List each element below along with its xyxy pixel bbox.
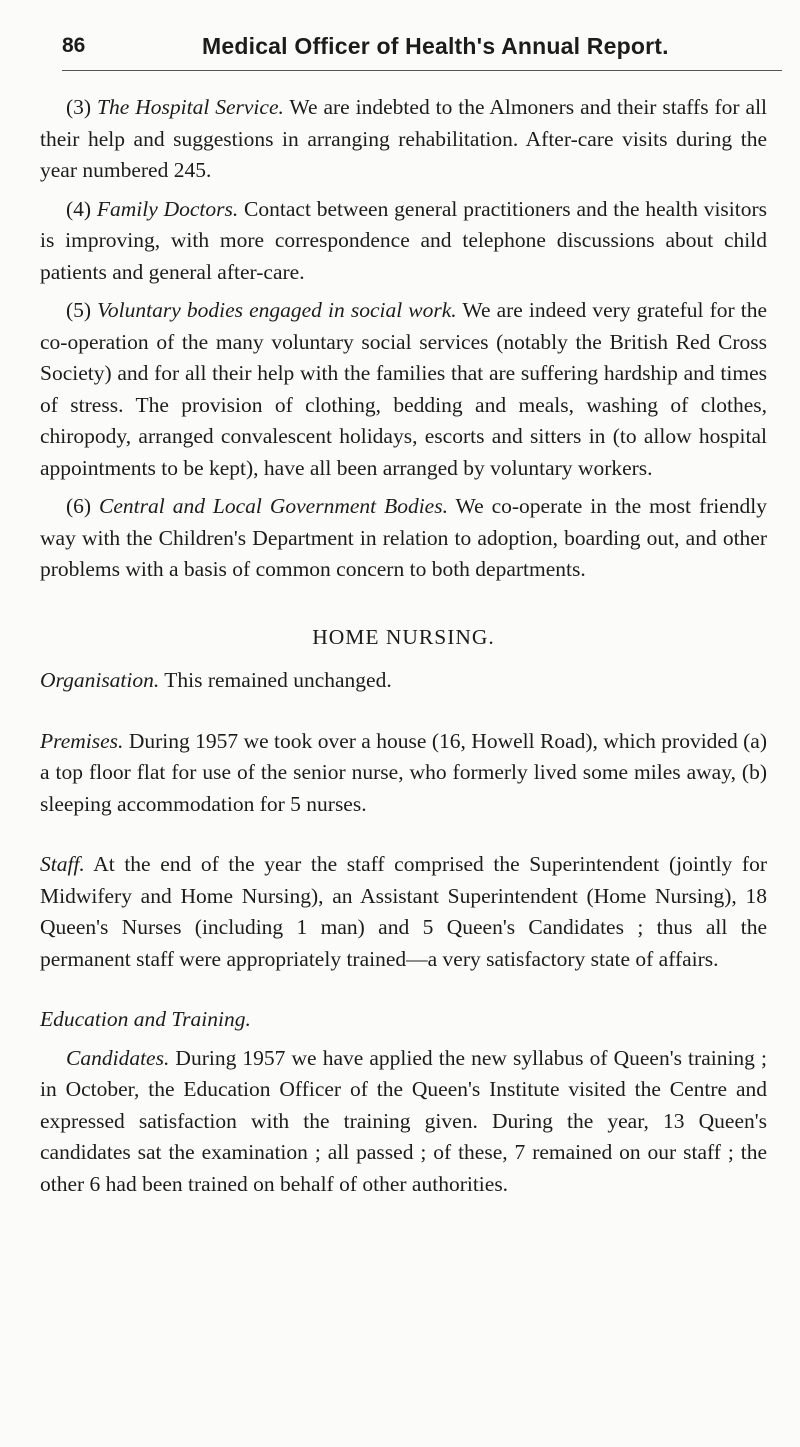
paragraph-organisation xyxy=(40,665,767,697)
item-text: We are indebted to the Almoners and their staffs for all their help and suggestions in arranging rehabilitation. After-care visits during the year numbered 245. xyxy=(40,95,768,182)
heading-education-training xyxy=(40,1004,767,1036)
subsection-title: Staff. xyxy=(40,852,85,876)
paragraph-candidates xyxy=(40,1043,767,1201)
subsection-text: During 1957 we took over a house (16, Howell Road), which provided (a) a top floor flat for use of the senior nurse, who formerly lived some miles away, (b) sleeping accommodation for 5 nurses. xyxy=(40,728,767,816)
section-heading-home-nursing: HOME NURSING. xyxy=(312,624,495,649)
paragraph-hospital-service xyxy=(40,92,767,187)
item-number: (5) xyxy=(66,298,92,322)
paragraph-premises xyxy=(40,726,767,821)
running-title: Medical Officer of Health's Annual Report. xyxy=(202,33,669,59)
subsection-title: Education and Training. xyxy=(40,1007,251,1031)
item-number: (6) xyxy=(66,494,92,518)
paragraph-voluntary-bodies xyxy=(40,295,767,484)
subsection-title: Candidates. xyxy=(66,1045,170,1070)
subsection-title: Organisation. xyxy=(40,668,160,692)
item-number: (3) xyxy=(66,95,92,119)
paragraph-government-bodies xyxy=(40,491,767,586)
item-title: Central and Local Government Bodies. xyxy=(99,494,448,518)
paragraph-family-doctors xyxy=(40,194,767,289)
subsection-text: This remained unchanged. xyxy=(159,668,392,692)
page-number: 86 xyxy=(62,34,86,57)
page-header xyxy=(62,28,782,68)
item-text: We are indeed very grateful for the co-operation of the many voluntary social services (notably the British Red Cross Society) and for all their help with the families that are suffering hardship and times of stress. The provision of clothing, bedding and meals, washing of clothes, chiropody, arranged convalescent holidays, escorts and sitters in (to allow hospital appointments to be kept), have all been arranged by voluntary workers. xyxy=(40,298,767,480)
item-title: The Hospital Service. xyxy=(97,95,284,119)
subsection-title: Premises. xyxy=(40,728,124,753)
item-text: We co-operate in the most friendly way with the Children's Department in relation to adoption, boarding out, and other problems with a basis of common concern to both departments. xyxy=(40,494,768,581)
item-title: Family Doctors. xyxy=(96,196,239,221)
item-title: Voluntary bodies engaged in social work. xyxy=(97,298,457,322)
document-body xyxy=(40,92,767,1207)
header-rule xyxy=(62,70,782,71)
item-number: (4) xyxy=(66,196,92,221)
paragraph-staff xyxy=(40,849,767,975)
subsection-text: At the end of the year the staff comprised the Superintendent (jointly for Midwifery and Home Nursing), an Assistant Superintendent (Home Nursing), 18 Queen's Nurses (including 1 man) and 5 Queen's Candidates ; thus all the permanent staff were appropriately trained—a very satisfactory state of affairs. xyxy=(40,852,767,971)
item-text: Contact between general practitioners and the health visitors is improving, with more correspondence and telephone discussions about child patients and general after-care. xyxy=(40,196,768,284)
subsection-text: During 1957 we have applied the new syllabus of Queen's training ; in October, the Education Officer of the Queen's Institute visited the Centre and expressed satisfaction with the training given. During the year, 13 Queen's candidates sat the examination ; all passed ; of these, 7 remained on our staff ; the other 6 had been trained on behalf of other authorities. xyxy=(40,1045,767,1196)
